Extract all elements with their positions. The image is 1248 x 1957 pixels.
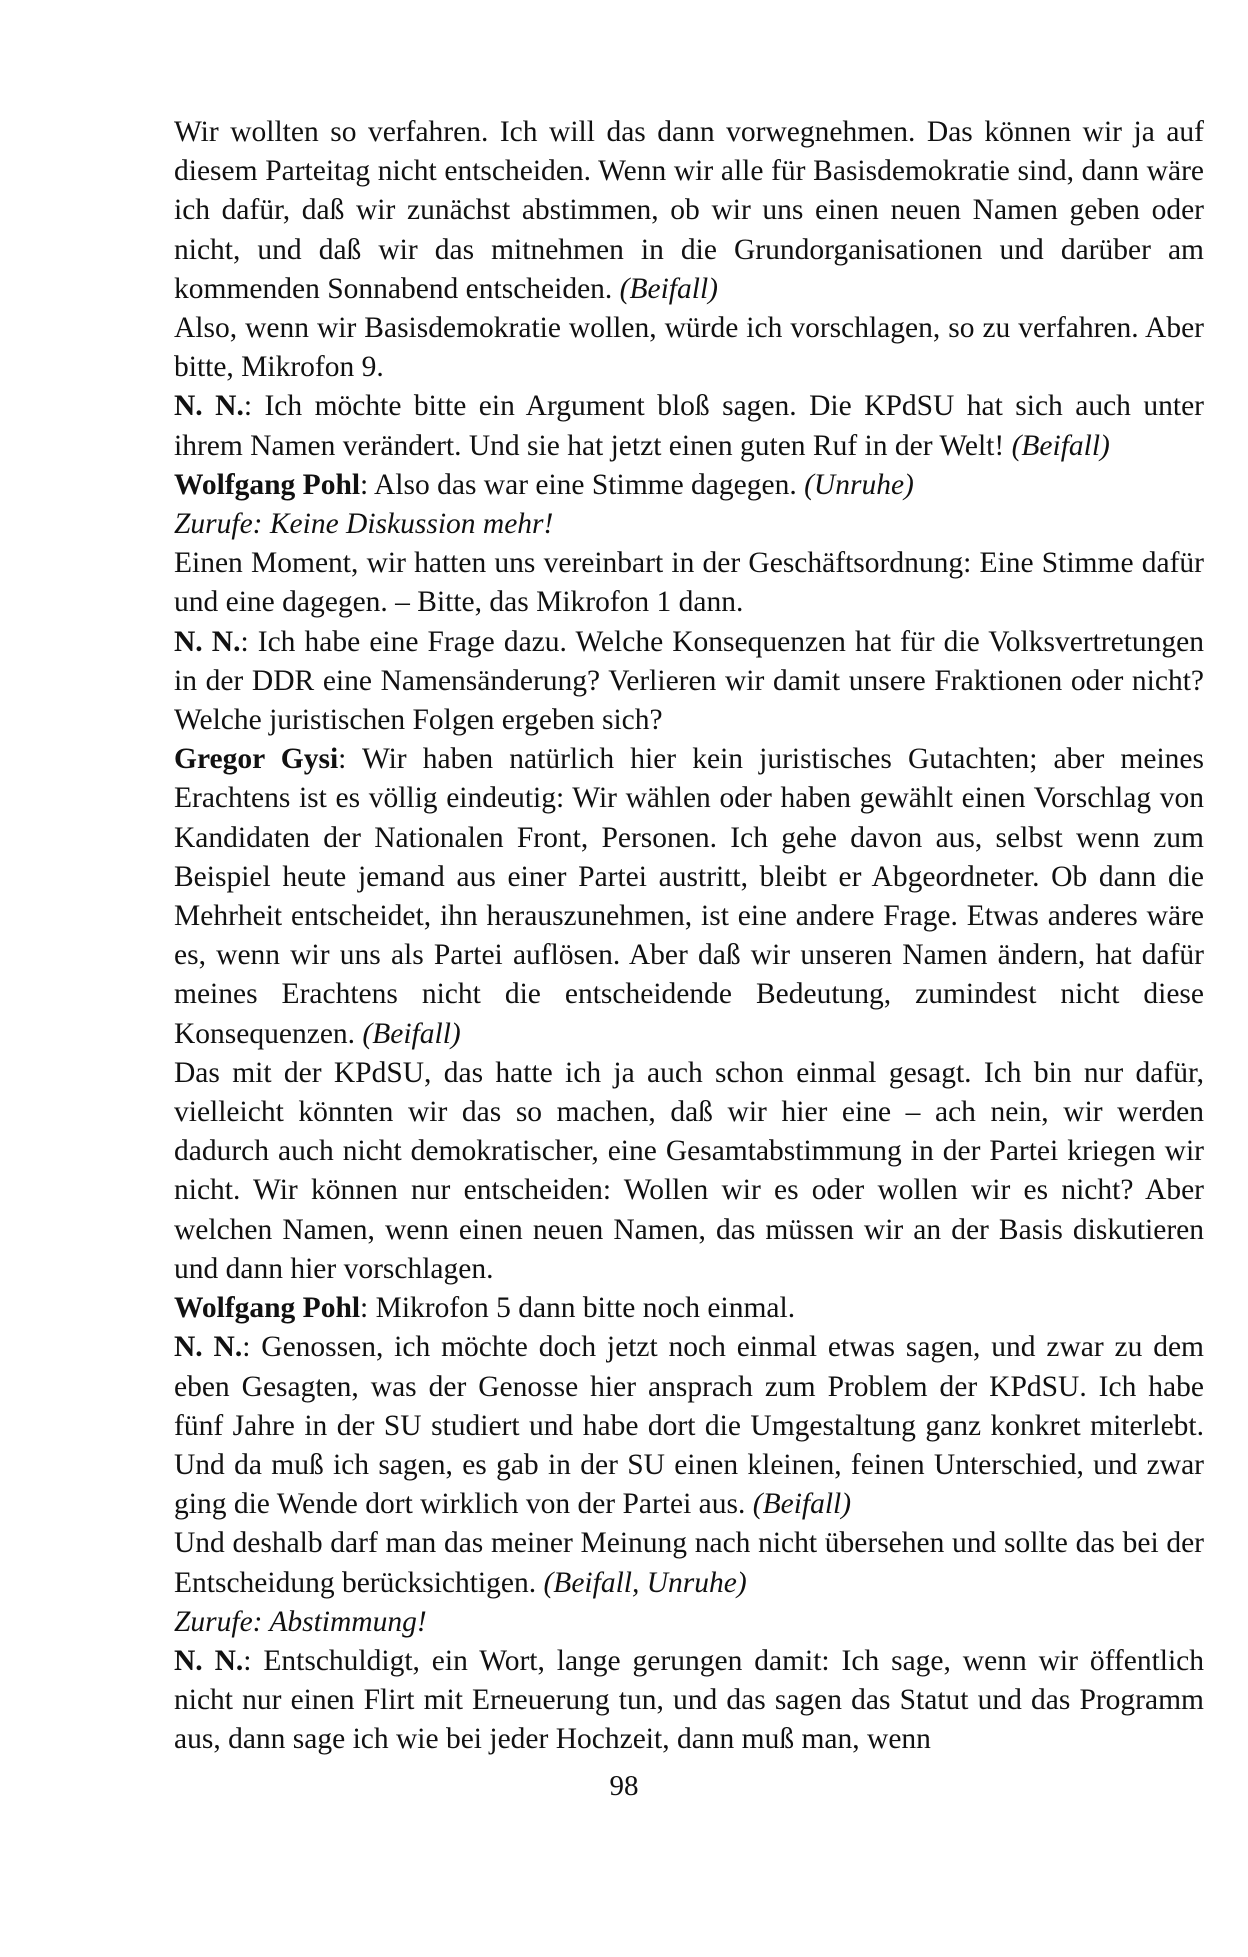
paragraph-p10 <box>174 1289 1204 1328</box>
stage-direction: (Beifall) <box>362 1017 461 1050</box>
speaker-name: N. N. <box>174 625 241 658</box>
page-number: 98 <box>609 1770 639 1802</box>
paragraph-text: Wir wollten so verfahren. Ich will das dann vorwegnehmen. Das können wir ja auf diesem Parteitag nicht entscheiden. Wenn wir alle für Basisdemokratie sind, dann wäre ich dafür, daß wir zunächst abstimmen, ob wir uns einen neuen Namen geben oder nicht, und daß wir das mitnehmen in die Grundorganisationen und darüber am kommenden Sonnabend entscheiden. <box>174 116 1204 305</box>
stage-direction: (Beifall) <box>1011 429 1110 462</box>
speaker-name: Wolfgang Pohl <box>174 1292 361 1325</box>
paragraph-text: Das mit der KPdSU, das hatte ich ja auch schon einmal gesagt. Ich bin nur dafür, vielleicht könnten wir das so machen, daß wir hier eine – ach nein, wir werden dadurch auch nicht demokratischer, eine Gesamtabstimmung in der Partei kriegen wir nicht. Wir können nur entscheiden: Wollen wir es oder wollen wir es nicht? Aber welchen Namen, wenn einen neuen Namen, das müssen wir an der Basis diskutieren und dann hier vorschlagen. <box>174 1056 1204 1285</box>
paragraph-p7 <box>174 623 1204 741</box>
speaker-name: N. N. <box>174 1644 244 1677</box>
paragraph-p13 <box>174 1603 1204 1642</box>
document-page <box>174 113 1204 1760</box>
paragraph-p2 <box>174 309 1204 387</box>
paragraph-text: : Entschuldigt, ein Wort, lange gerungen damit: Ich sage, wenn wir öffentlich nicht nur einen Flirt mit Erneuerung tun, und das sagen das Statut und das Programm aus, dann sage ich wie bei jeder Hochzeit, dann muß man, wenn <box>174 1644 1204 1756</box>
paragraph-p1 <box>174 113 1204 309</box>
paragraph-p9 <box>174 1054 1204 1289</box>
paragraph-p12 <box>174 1524 1204 1602</box>
stage-direction: (Beifall, Unruhe) <box>543 1566 747 1599</box>
paragraph-text: : Wir haben natürlich hier kein juristisches Gutachten; aber meines Erachtens ist es völlig eindeutig: Wir wählen oder haben gewählt einen Vorschlag von Kandidaten der Nationalen Front, Personen. Ich gehe davon aus, selbst wenn zum Beispiel heute jemand aus einer Partei austritt, bleibt er Abgeordneter. Ob dann die Mehrheit entscheidet, ihn herauszunehmen, ist eine andere Frage. Etwas anderes wäre es, wenn wir uns als Partei auflösen. Aber daß wir unseren Namen ändern, hat dafür meines Erachtens nicht die entscheidende Bedeutung, zumindest nicht diese Konsequenzen. <box>174 743 1204 1050</box>
stage-direction: Zurufe: Abstimmung! <box>174 1605 427 1638</box>
paragraph-p3 <box>174 387 1204 465</box>
paragraph-text: : Ich möchte bitte ein Argument bloß sagen. Die KPdSU hat sich auch unter ihrem Namen verändert. Und sie hat jetzt einen guten Ruf in der Welt! <box>174 390 1205 462</box>
paragraph-text: Einen Moment, wir hatten uns vereinbart in der Geschäftsordnung: Eine Stimme dafür und eine dagegen. – Bitte, das Mikrofon 1 dann. <box>174 547 1204 619</box>
speaker-name: Gregor Gysi <box>174 743 339 776</box>
paragraph-text: : Genossen, ich möchte doch jetzt noch einmal etwas sagen, und zwar zu dem eben Gesagten, was der Genosse hier ansprach zum Problem der KPdSU. Ich habe fünf Jahre in der SU studiert und habe dort die Umgestaltung ganz konkret miterlebt. Und da muß ich sagen, es gab in der SU einen kleinen, feinen Unterschied, und zwar ging die Wende dort wirklich von der Partei aus. <box>174 1331 1205 1521</box>
stage-direction: (Beifall) <box>619 272 718 305</box>
speaker-name: N. N. <box>174 1331 243 1364</box>
paragraph-p14 <box>174 1642 1204 1760</box>
paragraph-text: Und deshalb darf man das meiner Meinung nach nicht übersehen und sollte das bei der Entscheidung berücksichtigen. <box>174 1527 1204 1599</box>
stage-direction: Zurufe: Keine Diskussion mehr! <box>174 508 554 541</box>
paragraph-text: : Mikrofon 5 dann bitte noch einmal. <box>360 1292 796 1325</box>
paragraph-p6 <box>174 544 1204 622</box>
stage-direction: (Beifall) <box>752 1488 852 1521</box>
speaker-name: N. N. <box>174 390 244 423</box>
speaker-name: Wolfgang Pohl <box>174 468 361 501</box>
paragraph-p11 <box>174 1328 1204 1524</box>
stage-direction: (Unruhe) <box>804 468 914 501</box>
paragraph-text: : Ich habe eine Frage dazu. Welche Konsequenzen hat für die Volksvertretungen in der DDR eine Namensänderung? Verlieren wir damit unsere Fraktionen oder nicht? Welche juristischen Folgen ergeben sich? <box>174 625 1205 737</box>
paragraph-p5 <box>174 505 1204 544</box>
paragraph-text: : Also das war eine Stimme dagegen. <box>360 468 805 501</box>
paragraph-text: Also, wenn wir Basisdemokratie wollen, würde ich vorschlagen, so zu verfahren. Aber bitte, Mikrofon 9. <box>174 312 1204 384</box>
paragraph-p8 <box>174 740 1204 1054</box>
paragraph-p4 <box>174 466 1204 505</box>
